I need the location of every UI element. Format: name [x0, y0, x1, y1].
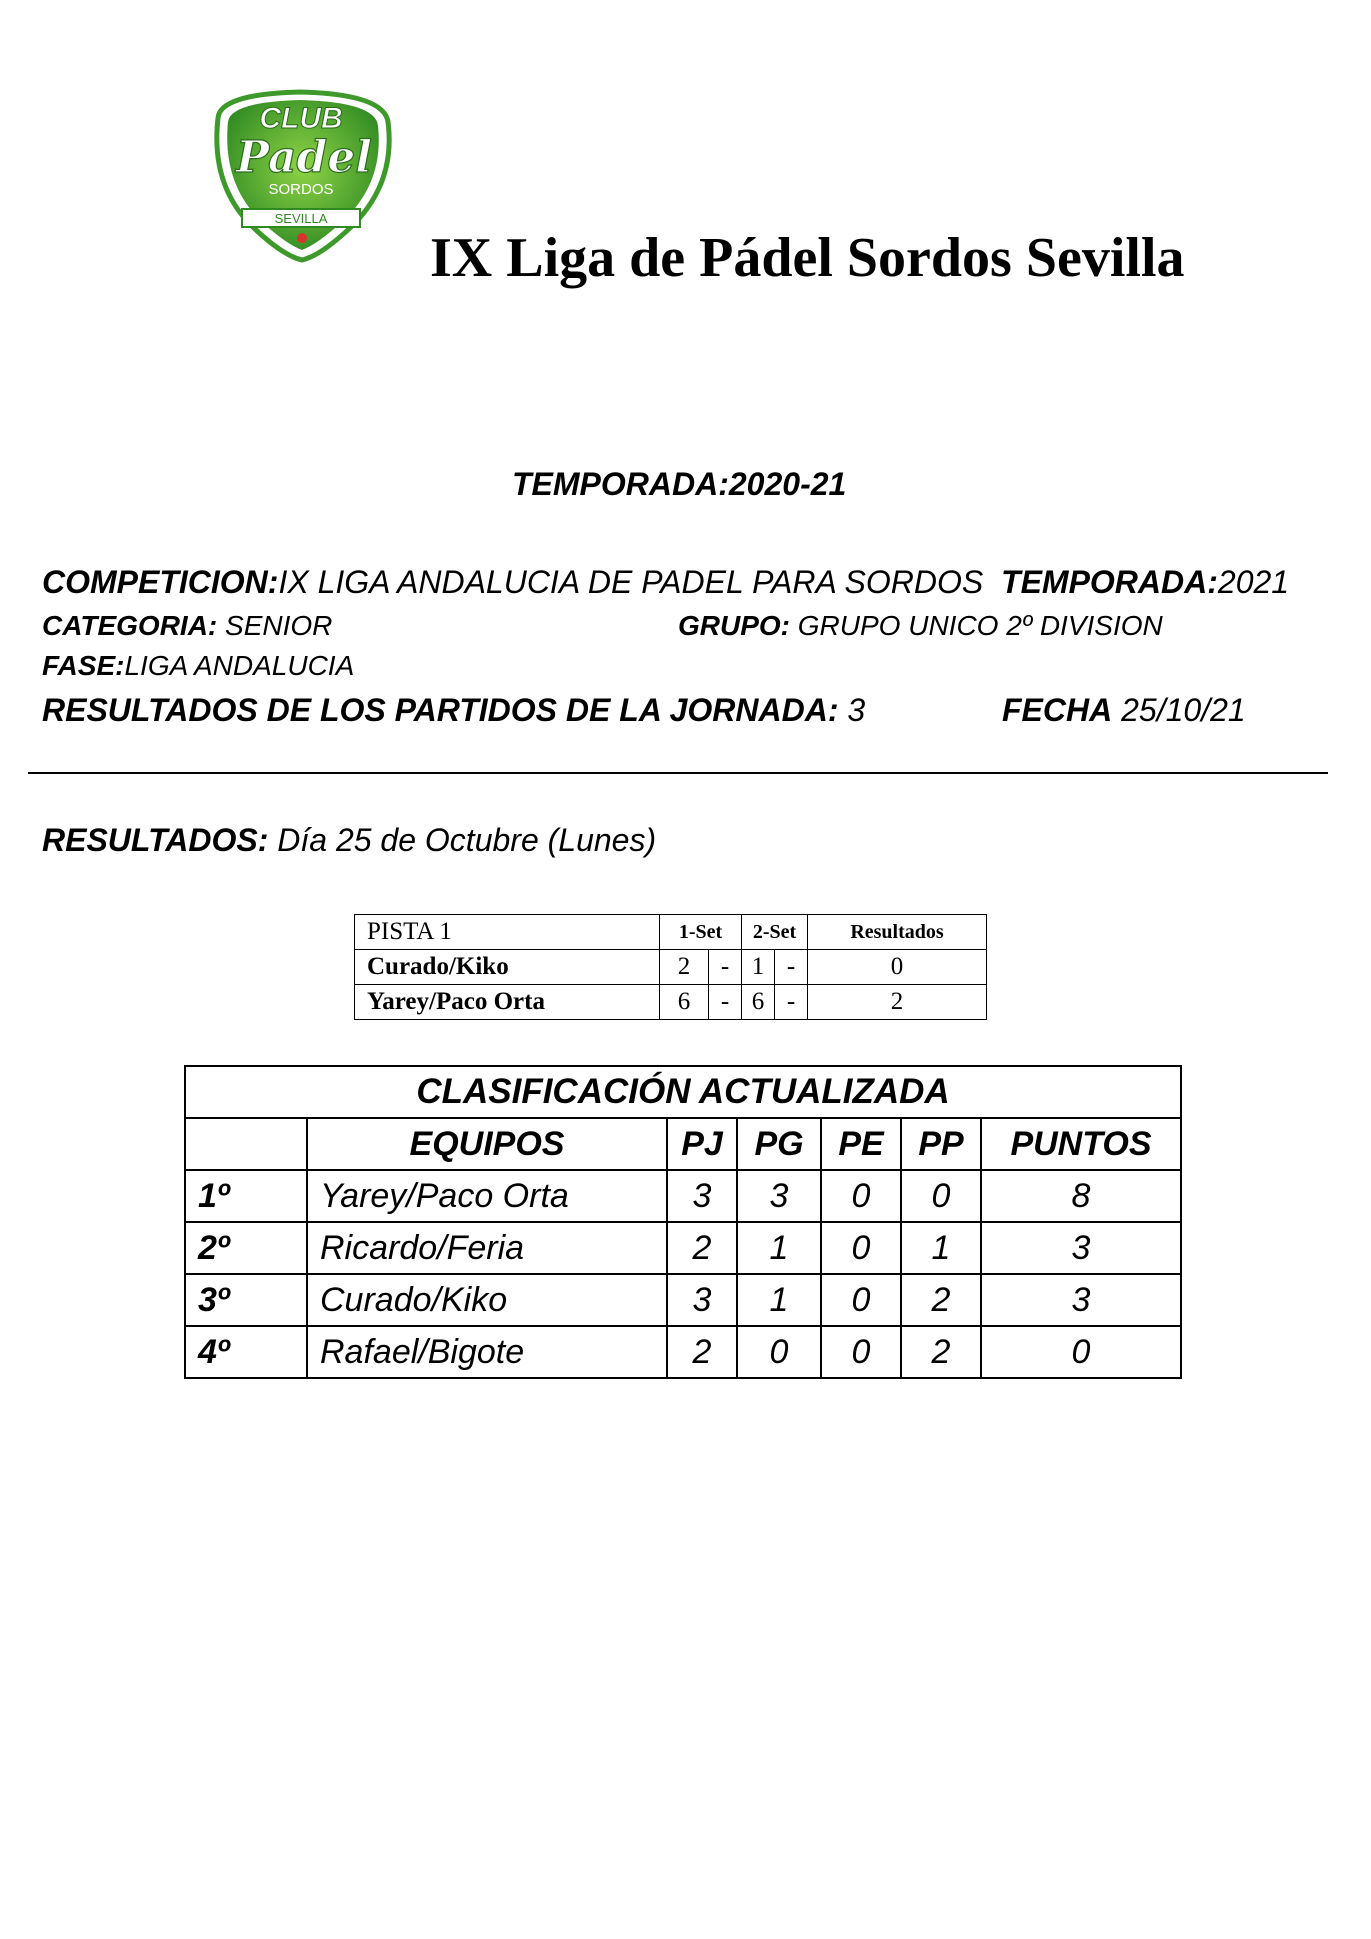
- team-cell: Ricardo/Feria: [307, 1222, 667, 1274]
- score-separator: -: [709, 950, 742, 985]
- pe-cell: 0: [821, 1274, 901, 1326]
- pj-cell: 3: [667, 1170, 737, 1222]
- match-result: 0: [808, 950, 987, 985]
- match-header-row: [355, 915, 987, 950]
- table-row: [185, 1170, 1181, 1222]
- season-year-value: 2021: [1217, 564, 1290, 600]
- position-cell: 1º: [185, 1170, 307, 1222]
- date-value: 25/10/21: [1112, 692, 1246, 728]
- set1-score: 6: [660, 985, 709, 1020]
- match-team: Curado/Kiko: [355, 950, 660, 985]
- logo-sevilla-text: SEVILLA: [274, 211, 328, 226]
- round-value: 3: [838, 692, 866, 728]
- match-team: Yarey/Paco Orta: [355, 985, 660, 1020]
- pg-cell: 1: [737, 1274, 821, 1326]
- pg-cell: 1: [737, 1222, 821, 1274]
- match-result: 2: [808, 985, 987, 1020]
- score-separator: -: [775, 950, 808, 985]
- pj-cell: 2: [667, 1326, 737, 1378]
- position-cell: 3º: [185, 1274, 307, 1326]
- position-cell: 2º: [185, 1222, 307, 1274]
- season-label: TEMPORADA:: [512, 466, 729, 502]
- group-label: GRUPO:: [678, 610, 790, 641]
- table-row: [185, 1274, 1181, 1326]
- pe-cell: 0: [821, 1170, 901, 1222]
- phase-line: [42, 650, 354, 682]
- phase-label: FASE:: [42, 650, 125, 681]
- category-value: SENIOR: [217, 610, 333, 641]
- header-pg: PG: [737, 1118, 821, 1170]
- results-line: [42, 822, 656, 859]
- header-points: PUNTOS: [981, 1118, 1181, 1170]
- category-line: [42, 610, 332, 642]
- date-line: [1002, 692, 1246, 729]
- points-cell: 8: [981, 1170, 1181, 1222]
- competition-label: COMPETICION:: [42, 564, 279, 600]
- header-pj: PJ: [667, 1118, 737, 1170]
- points-cell: 3: [981, 1274, 1181, 1326]
- table-row: [185, 1222, 1181, 1274]
- standings-header-row: [185, 1118, 1181, 1170]
- competition-value: IX LIGA ANDALUCIA DE PADEL PARA SORDOS: [278, 564, 984, 600]
- pj-cell: 2: [667, 1222, 737, 1274]
- court-label: PISTA 1: [355, 915, 660, 950]
- standings-table: [184, 1065, 1182, 1379]
- position-cell: 4º: [185, 1326, 307, 1378]
- standings-caption: CLASIFICACIÓN ACTUALIZADA: [185, 1066, 1181, 1118]
- competition-line: [42, 564, 1289, 601]
- group-line: [678, 610, 1163, 642]
- header-teams: EQUIPOS: [307, 1118, 667, 1170]
- table-row: [185, 1326, 1181, 1378]
- logo-padel-text: Padel: [236, 132, 372, 183]
- club-logo: [200, 88, 405, 263]
- header-pp: PP: [901, 1118, 981, 1170]
- set2-score: 6: [742, 985, 775, 1020]
- season-year-label: TEMPORADA:: [1001, 564, 1218, 600]
- set2-score: 1: [742, 950, 775, 985]
- pe-cell: 0: [821, 1326, 901, 1378]
- date-label: FECHA: [1002, 692, 1113, 728]
- set2-header: 2-Set: [742, 915, 808, 950]
- results-value: Día 25 de Octubre (Lunes): [268, 822, 657, 858]
- round-results-line: [42, 692, 865, 729]
- score-separator: -: [709, 985, 742, 1020]
- logo-sordos-text: SORDOS: [268, 181, 334, 198]
- pp-cell: 0: [901, 1170, 981, 1222]
- score-separator: -: [775, 985, 808, 1020]
- team-cell: Curado/Kiko: [307, 1274, 667, 1326]
- set1-score: 2: [660, 950, 709, 985]
- team-cell: Rafael/Bigote: [307, 1326, 667, 1378]
- pg-cell: 0: [737, 1326, 821, 1378]
- match-row: [355, 950, 987, 985]
- pg-cell: 3: [737, 1170, 821, 1222]
- standings-caption-row: [185, 1066, 1181, 1118]
- logo-ball-icon: [297, 233, 307, 243]
- season-value: 2020-21: [728, 466, 847, 502]
- group-value: GRUPO UNICO 2º DIVISION: [790, 610, 1163, 641]
- phase-value: LIGA ANDALUCIA: [124, 650, 355, 681]
- category-label: CATEGORIA:: [42, 610, 218, 641]
- pp-cell: 1: [901, 1222, 981, 1274]
- season-heading: [512, 466, 846, 503]
- pe-cell: 0: [821, 1222, 901, 1274]
- match-table: [354, 914, 987, 1020]
- round-label: RESULTADOS DE LOS PARTIDOS DE LA JORNADA:: [42, 692, 839, 728]
- result-header: Resultados: [808, 915, 987, 950]
- pj-cell: 3: [667, 1274, 737, 1326]
- pp-cell: 2: [901, 1326, 981, 1378]
- header-position: [185, 1118, 307, 1170]
- pp-cell: 2: [901, 1274, 981, 1326]
- set1-header: 1-Set: [660, 915, 742, 950]
- points-cell: 0: [981, 1326, 1181, 1378]
- header-pe: PE: [821, 1118, 901, 1170]
- logo-club-text: CLUB: [259, 102, 343, 135]
- results-label: RESULTADOS:: [42, 822, 269, 858]
- team-cell: Yarey/Paco Orta: [307, 1170, 667, 1222]
- page-title: IX Liga de Pádel Sordos Sevilla: [430, 227, 1185, 289]
- match-row: [355, 985, 987, 1020]
- divider-line: [28, 772, 1328, 774]
- points-cell: 3: [981, 1222, 1181, 1274]
